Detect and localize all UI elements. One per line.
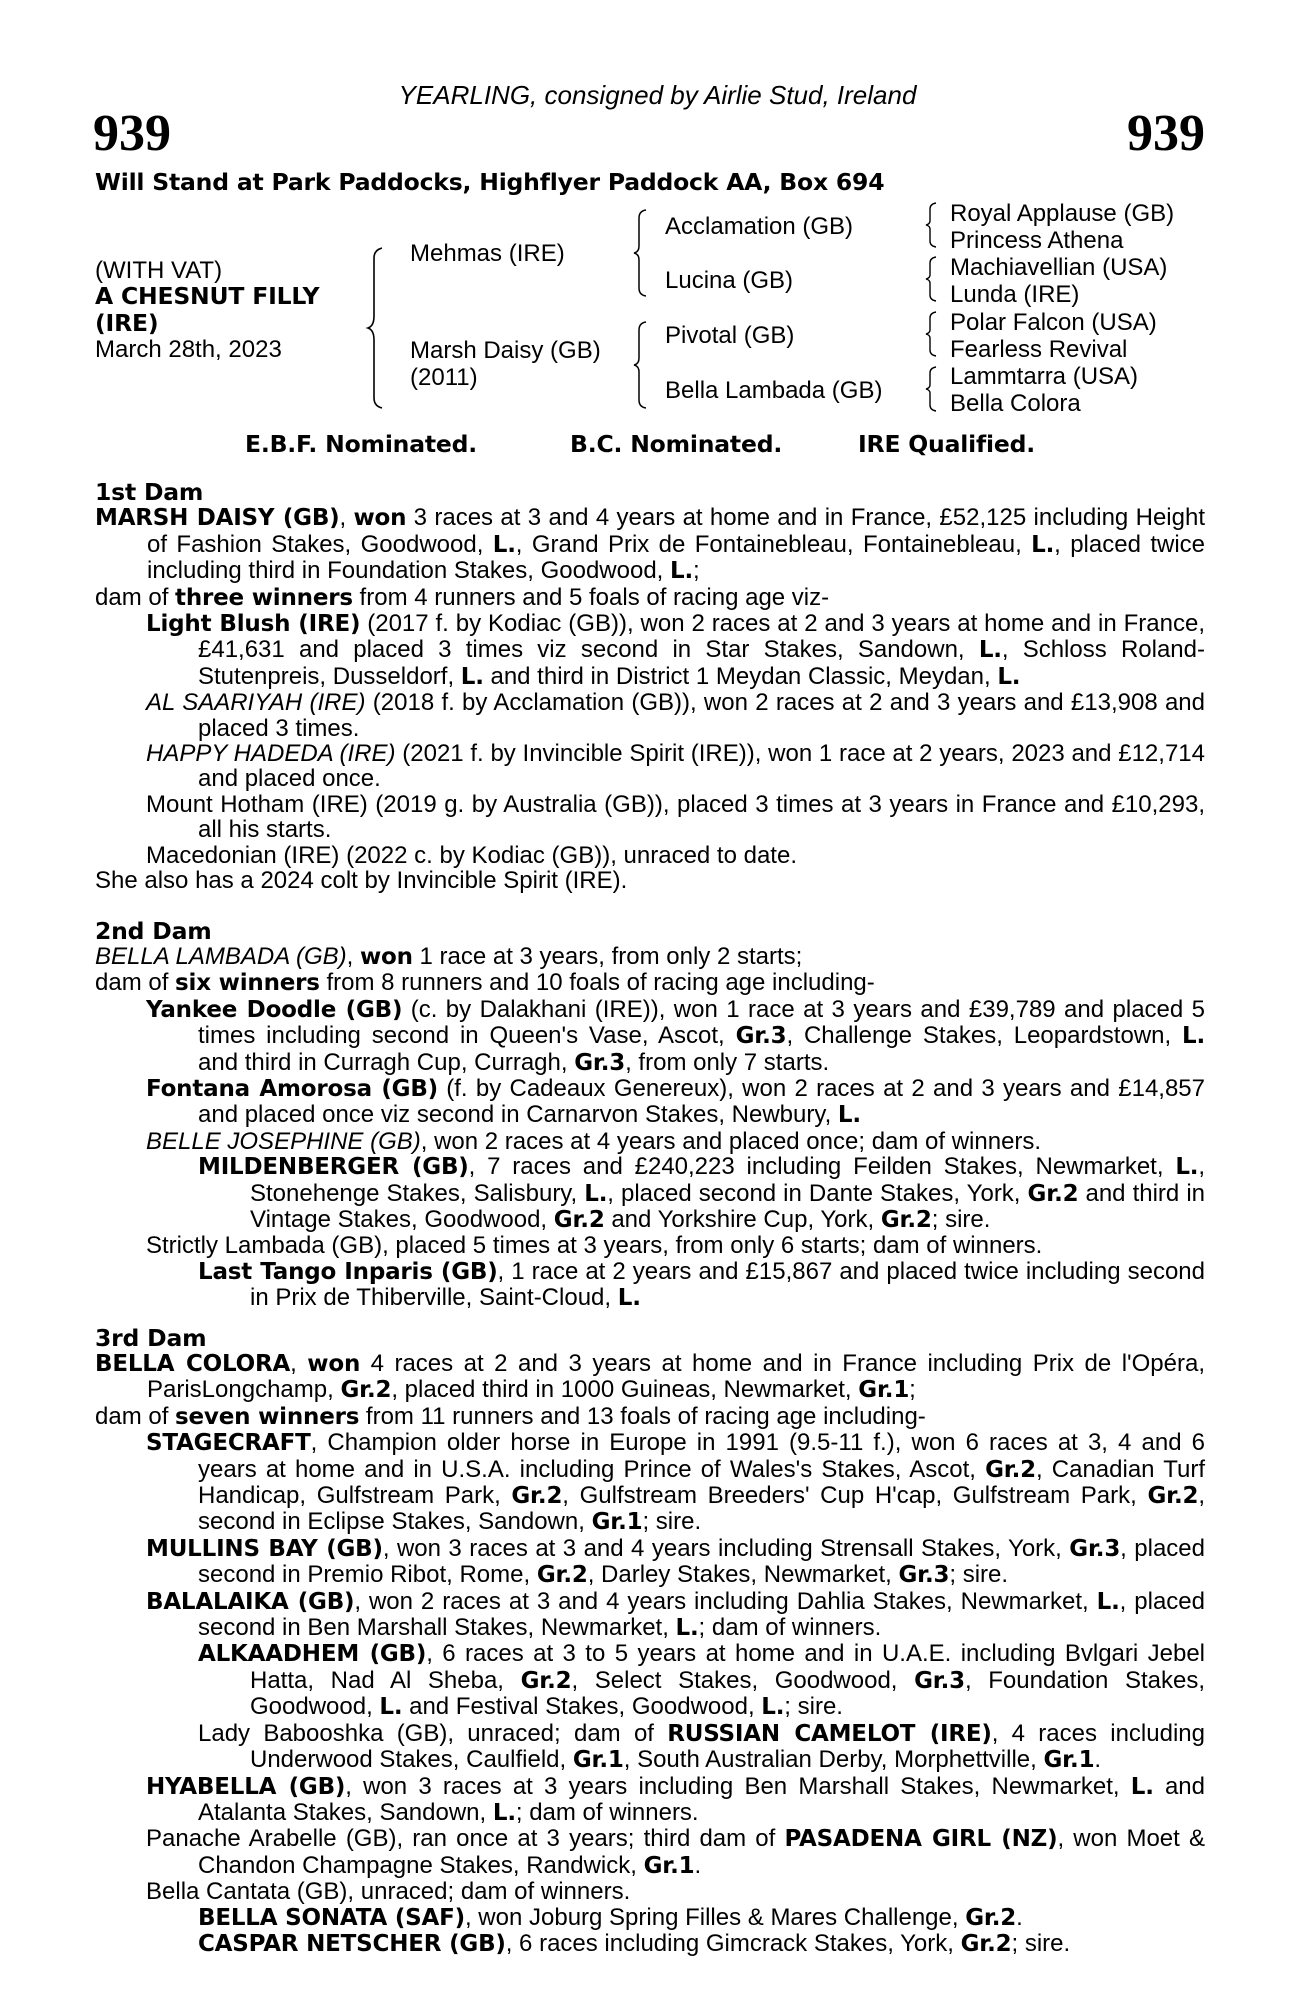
sire-dam-sire: Machiavellian (USA) bbox=[950, 254, 1168, 281]
produce-last-tango-inparis: Last Tango Inparis (GB), 1 race at 2 years and £15,867 and placed twice including second in Prix de Thiberville, Saint-Cloud, L. bbox=[198, 1257, 1206, 1312]
sire-dam-dam: Lunda (IRE) bbox=[950, 281, 1080, 308]
third-dam-produce-intro: dam of seven winners from 11 runners and 13 foals of racing age including- bbox=[95, 1402, 926, 1430]
produce-bella-sonata: BELLA SONATA (SAF), won Joburg Spring Filles & Mares Challenge, Gr.2. bbox=[198, 1903, 1023, 1931]
produce-lady-babooshka: Lady Babooshka (GB), unraced; dam of RUSSIAN CAMELOT (IRE), 4 races including Underwood Stakes, Caulfield, Gr.1, South Australian Derby, Morphettville, Gr.1. bbox=[198, 1719, 1205, 1774]
produce-2024-colt: She also has a 2024 colt by Invincible Spirit (IRE). bbox=[95, 867, 628, 895]
third-dam-heading: 3rd Dam bbox=[95, 1323, 207, 1352]
second-dam-produce-intro: dam of six winners from 8 runners and 10 foals of racing age including- bbox=[95, 969, 875, 997]
lot-number-left: 939 bbox=[93, 105, 171, 162]
second-dam-entry: BELLA LAMBADA (GB), won 1 race at 3 years, from only 2 starts; bbox=[95, 942, 803, 970]
bc-nominated: B.C. Nominated. bbox=[570, 430, 783, 458]
second-dam-heading: 2nd Dam bbox=[95, 916, 212, 945]
produce-yankee-doodle: Yankee Doodle (GB) (c. by Dalakhani (IRE)), won 1 race at 3 years and £39,789 and placed 5 times including second in Queen's Vase, Ascot, Gr.3, Challenge Stakes, Leopardstown, L. and third in Curragh Cup, Curragh, Gr.3, from only 7 starts. bbox=[146, 995, 1206, 1076]
bracket-g3-3 bbox=[926, 312, 940, 356]
produce-panache-arabelle: Panache Arabelle (GB), ran once at 3 years; third dam of PASADENA GIRL (NZ), won Moet & Chandon Champagne Stakes, Randwick, Gr.1. bbox=[146, 1825, 1205, 1879]
vat-note: (WITH VAT) bbox=[95, 257, 223, 284]
sire-sire: Acclamation (GB) bbox=[665, 213, 854, 240]
dam-dam-dam: Bella Colora bbox=[950, 390, 1081, 417]
consignment-subtitle: YEARLING, consigned by Airlie Stud, Ireland bbox=[398, 80, 917, 110]
ire-qualified: IRE Qualified. bbox=[858, 430, 1035, 458]
catalogue-body bbox=[95, 480, 1205, 1957]
dam-bracket bbox=[634, 322, 650, 408]
bracket-g3-2 bbox=[926, 257, 940, 301]
produce-al-saariyah: AL SAARIYAH (IRE) (2018 f. by Acclamation (GB)), won 2 races at 2 and 3 years and £13,908 and placed 3 times. bbox=[146, 689, 1205, 742]
pedigree-bracket-main bbox=[368, 248, 388, 408]
produce-strictly-lambada: Strictly Lambada (GB), placed 5 times at 3 years, from only 6 starts; dam of winners. bbox=[146, 1232, 1043, 1260]
produce-fontana-amorosa: Fontana Amorosa (GB) (f. by Cadeaux Genereux), won 2 races at 2 and 3 years and £14,857 and placed once viz second in Carnarvon Stakes, Newbury, L. bbox=[146, 1074, 1205, 1129]
horse-name: A CHESNUT FILLY bbox=[95, 282, 320, 310]
first-dam-produce-intro: dam of three winners from 4 runners and 5 foals of racing age viz- bbox=[95, 583, 830, 611]
lot-number-right: 939 bbox=[1127, 105, 1205, 162]
produce-bella-cantata: Bella Cantata (GB), unraced; dam of winners. bbox=[146, 1878, 631, 1906]
dam-sire-dam: Fearless Revival bbox=[950, 336, 1128, 363]
dam-sire: Pivotal (GB) bbox=[665, 322, 795, 349]
horse-name-country: (IRE) bbox=[95, 309, 159, 337]
sire-sire-sire: Royal Applause (GB) bbox=[950, 200, 1175, 227]
produce-alkaadhem: ALKAADHEM (GB), 6 races at 3 to 5 years at home and in U.A.E. including Bvlgari Jebel Hatta, Nad Al Sheba, Gr.2, Select Stakes, Goodwood, Gr.3, Foundation Stakes, Goodwood, L. and Festival Stakes, Goodwood, L.; sire. bbox=[198, 1640, 1206, 1721]
foaling-date: March 28th, 2023 bbox=[95, 336, 282, 363]
dam-sire-sire: Polar Falcon (USA) bbox=[950, 309, 1157, 336]
produce-mount-hotham: Mount Hotham (IRE) (2019 g. by Australia (GB)), placed 3 times at 3 years in France and £10,293, all his starts. bbox=[146, 790, 1205, 844]
first-dam-entry: MARSH DAISY (GB), won 3 races at 3 and 4 years at home and in France, £52,125 including Height of Fashion Stakes, Goodwood, L., Grand Prix de Fontainebleau, Fontainebleau, L., placed twice including third in Foundation Stakes, Goodwood, L.; bbox=[95, 504, 1206, 585]
produce-mullins-bay: MULLINS BAY (GB), won 3 races at 3 and 4 years including Strensall Stakes, York, Gr.3, placed second in Premio Ribot, Rome, Gr.2, Darley Stakes, Newmarket, Gr.3; sire. bbox=[146, 1534, 1205, 1589]
produce-caspar-netscher: CASPAR NETSCHER (GB), 6 races including Gimcrack Stakes, York, Gr.2; sire. bbox=[198, 1929, 1071, 1957]
first-dam-heading: 1st Dam bbox=[95, 478, 204, 506]
bracket-g3-4 bbox=[926, 367, 940, 411]
ebf-nominated: E.B.F. Nominated. bbox=[245, 430, 477, 458]
produce-balalaika: BALALAIKA (GB), won 2 races at 3 and 4 years including Dahlia Stakes, Newmarket, L., placed second in Ben Marshall Stakes, Newmarket, L.; dam of winners. bbox=[146, 1587, 1205, 1642]
produce-stagecraft: STAGECRAFT, Champion older horse in Europe in 1991 (9.5-11 f.), won 6 races at 3, 4 and 6 years at home and in U.S.A. including Prince of Wales's Stakes, Ascot, Gr.2, Canadian Turf Handicap, Gulfstream Park, Gr.2, Gulfstream Breeders' Cup H'cap, Gulfstream Park, Gr.2, second in Eclipse Stakes, Sandown, Gr.1; sire. bbox=[146, 1429, 1205, 1536]
produce-hyabella: HYABELLA (GB), won 3 races at 3 years including Ben Marshall Stakes, Newmarket, L. and Atalanta Stakes, Sandown, L.; dam of winners. bbox=[146, 1772, 1206, 1826]
sire-bracket bbox=[634, 210, 650, 296]
dam-name: Marsh Daisy (GB) bbox=[410, 337, 601, 364]
produce-happy-hadeda: HAPPY HADEDA (IRE) (2021 f. by Invincible Spirit (IRE)), won 1 race at 2 years, 2023 and £12,714 and placed once. bbox=[146, 740, 1205, 793]
produce-belle-josephine: BELLE JOSEPHINE (GB), won 2 races at 4 years and placed once; dam of winners. bbox=[146, 1127, 1042, 1155]
produce-macedonian: Macedonian (IRE) (2022 c. by Kodiac (GB)), unraced to date. bbox=[146, 841, 797, 869]
sire-sire-dam: Princess Athena bbox=[950, 227, 1124, 254]
bracket-g3-1 bbox=[926, 203, 940, 247]
produce-mildenberger: MILDENBERGER (GB), 7 races and £240,223 including Feilden Stakes, Newmarket, L., Stonehenge Stakes, Salisbury, L., placed second in Dante Stakes, York, Gr.2 and third in Vintage Stakes, Goodwood, Gr.2 and Yorkshire Cup, York, Gr.2; sire. bbox=[198, 1153, 1206, 1233]
sire-dam: Lucina (GB) bbox=[665, 267, 794, 294]
dam-dam-sire: Lammtarra (USA) bbox=[950, 363, 1139, 390]
third-dam-entry: BELLA COLORA, won 4 races at 2 and 3 years at home and in France including Prix de l'Opéra, ParisLongchamp, Gr.2, placed third in 1000 Guineas, Newmarket, Gr.1; bbox=[95, 1350, 1205, 1404]
dam-dam: Bella Lambada (GB) bbox=[665, 377, 883, 404]
dam-year: (2011) bbox=[410, 364, 478, 391]
stand-location: Will Stand at Park Paddocks, Highflyer Paddock AA, Box 694 bbox=[95, 168, 885, 196]
produce-light-blush: Light Blush (IRE) (2017 f. by Kodiac (GB)), won 2 races at 2 and 3 years at home and in France, £41,631 and placed 3 times viz second in Star Stakes, Sandown, L., Schloss Roland-Stutenpreis, Dusseldorf, L. and third in District 1 Meydan Classic, Meydan, L. bbox=[146, 610, 1206, 690]
sire-name: Mehmas (IRE) bbox=[410, 240, 565, 267]
